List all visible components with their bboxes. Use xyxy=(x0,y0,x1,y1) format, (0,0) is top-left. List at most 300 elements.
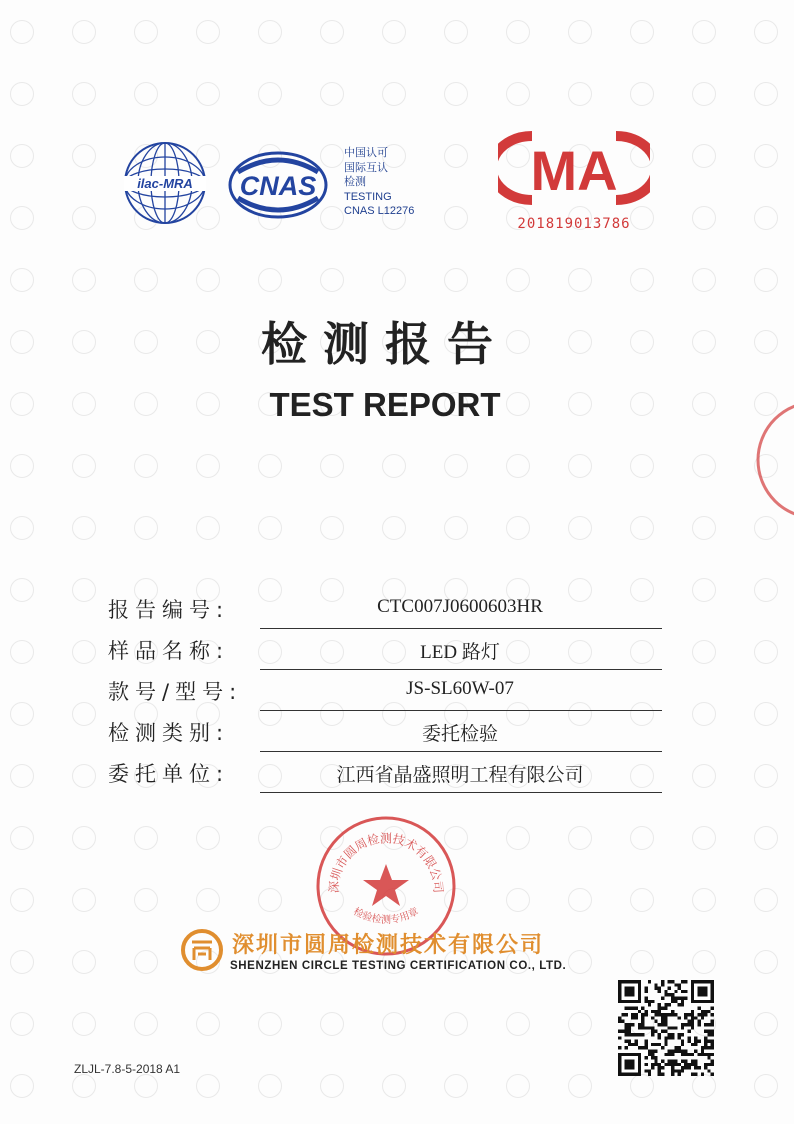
qr-module xyxy=(625,1023,628,1026)
watermark-mark xyxy=(72,950,96,974)
watermark-mark xyxy=(134,888,158,912)
qr-module xyxy=(644,987,647,990)
qr-module xyxy=(661,1013,664,1016)
field-model xyxy=(108,674,668,715)
watermark-mark xyxy=(754,268,778,292)
watermark-mark xyxy=(72,1074,96,1098)
qr-module xyxy=(697,1040,700,1043)
qr-module xyxy=(661,1006,664,1009)
field-sample-name xyxy=(108,633,668,674)
qr-module xyxy=(711,1073,714,1076)
watermark-mark xyxy=(630,1074,654,1098)
qr-finder xyxy=(625,987,635,997)
qr-module xyxy=(658,1066,661,1069)
qr-module xyxy=(638,1023,641,1026)
qr-module xyxy=(688,1053,691,1056)
watermark-mark xyxy=(10,950,34,974)
watermark-mark xyxy=(320,1012,344,1036)
watermark-mark xyxy=(320,268,344,292)
qr-module xyxy=(681,1033,684,1036)
qr-module xyxy=(691,1063,694,1066)
qr-module xyxy=(694,1073,697,1076)
qr-module xyxy=(674,997,677,1000)
qr-module xyxy=(644,1069,647,1072)
qr-module xyxy=(704,1046,707,1049)
qr-module xyxy=(654,987,657,990)
qr-module xyxy=(707,1033,710,1036)
qr-module xyxy=(694,1063,697,1066)
edge-seal xyxy=(748,398,794,522)
qr-module xyxy=(688,1066,691,1069)
watermark-mark xyxy=(444,516,468,540)
watermark-mark xyxy=(196,1012,220,1036)
qr-module xyxy=(658,1006,661,1009)
watermark-mark xyxy=(134,1074,158,1098)
watermark-mark xyxy=(754,702,778,726)
qr-module xyxy=(707,1053,710,1056)
qr-module xyxy=(678,1050,681,1053)
document-code: ZLJL-7.8-5-2018 A1 xyxy=(74,1062,181,1076)
watermark-mark xyxy=(754,826,778,850)
qr-module xyxy=(711,1023,714,1026)
field-underline xyxy=(260,751,662,752)
watermark-mark xyxy=(10,82,34,106)
field-value: LED 路灯 xyxy=(420,642,500,663)
field-value: 江西省晶盛照明工程有限公司 xyxy=(336,765,584,786)
qr-module xyxy=(704,1043,707,1046)
qr-module xyxy=(701,1050,704,1053)
watermark-mark xyxy=(444,454,468,478)
ilac-mra-label: ilac-MRA xyxy=(137,176,193,191)
qr-module xyxy=(691,1043,694,1046)
qr-module xyxy=(648,1050,651,1053)
qr-module xyxy=(651,1050,654,1053)
qr-module xyxy=(628,1006,631,1009)
watermark-mark xyxy=(72,268,96,292)
page-title: 检测报告 xyxy=(261,317,509,371)
qr-module xyxy=(661,1046,664,1049)
watermark-mark xyxy=(754,144,778,168)
qr-module xyxy=(711,1030,714,1033)
qr-module xyxy=(648,980,651,983)
watermark-mark xyxy=(692,826,716,850)
qr-module xyxy=(701,1073,704,1076)
watermark-mark xyxy=(382,516,406,540)
cnas-logo-label: CNAS xyxy=(239,171,317,201)
svg-text:检验检测专用章 xyxy=(351,905,420,926)
field-label: 委托单位: xyxy=(108,762,230,786)
watermark-mark xyxy=(10,206,34,230)
qr-module xyxy=(704,1023,707,1026)
qr-module xyxy=(674,983,677,986)
cnas-text-line: 检测 xyxy=(344,176,366,188)
watermark-mark xyxy=(692,20,716,44)
qr-module xyxy=(704,1040,707,1043)
watermark-mark xyxy=(72,640,96,664)
qr-module xyxy=(704,1053,707,1056)
qr-module xyxy=(691,1053,694,1056)
qr-module xyxy=(681,1000,684,1003)
qr-module xyxy=(668,1036,671,1039)
qr-module xyxy=(681,1059,684,1062)
qr-module xyxy=(668,987,671,990)
cnas-text-line: 国际互认 xyxy=(344,161,388,174)
qr-module xyxy=(648,1053,651,1056)
cnas-text-line: CNAS L12276 xyxy=(344,205,415,217)
qr-module xyxy=(664,1043,667,1046)
qr-module xyxy=(654,1056,657,1059)
qr-module xyxy=(644,1046,647,1049)
qr-module xyxy=(618,1030,621,1033)
qr-module xyxy=(711,1033,714,1036)
qr-module xyxy=(625,1026,628,1029)
qr-module xyxy=(678,1003,681,1006)
qr-module xyxy=(711,1059,714,1062)
watermark-mark xyxy=(72,578,96,602)
qr-module xyxy=(668,980,671,983)
qr-module xyxy=(704,1013,707,1016)
watermark-mark xyxy=(72,702,96,726)
qr-module xyxy=(694,1036,697,1039)
qr-module xyxy=(635,1016,638,1019)
qr-module xyxy=(697,1006,700,1009)
qr-module xyxy=(668,1063,671,1066)
qr-module xyxy=(671,1059,674,1062)
ilac-mra-logo xyxy=(122,140,208,226)
qr-module xyxy=(674,1000,677,1003)
qr-module xyxy=(661,1023,664,1026)
qr-module xyxy=(688,1030,691,1033)
qr-module xyxy=(711,1006,714,1009)
qr-module xyxy=(671,1013,674,1016)
qr-module xyxy=(694,1066,697,1069)
qr-module xyxy=(707,1063,710,1066)
qr-module xyxy=(678,997,681,1000)
qr-module xyxy=(664,1053,667,1056)
qr-module xyxy=(644,990,647,993)
watermark-mark xyxy=(10,1012,34,1036)
watermark-mark xyxy=(630,826,654,850)
watermark-mark xyxy=(568,826,592,850)
cnas-accreditation-text xyxy=(344,146,454,219)
qr-module xyxy=(691,1073,694,1076)
qr-module xyxy=(694,1050,697,1053)
watermark-mark xyxy=(134,1012,158,1036)
watermark-mark xyxy=(134,20,158,44)
qr-module xyxy=(681,1023,684,1026)
qr-module xyxy=(664,1016,667,1019)
qr-module xyxy=(644,1013,647,1016)
qr-module xyxy=(631,1016,634,1019)
qr-module xyxy=(661,1073,664,1076)
qr-module xyxy=(684,997,687,1000)
qr-module xyxy=(644,1043,647,1046)
qr-module xyxy=(631,1033,634,1036)
watermark-mark xyxy=(258,454,282,478)
watermark-mark xyxy=(630,20,654,44)
watermark-mark xyxy=(630,454,654,478)
qr-module xyxy=(691,1016,694,1019)
qr-module xyxy=(681,997,684,1000)
qr-module xyxy=(674,1059,677,1062)
watermark-mark xyxy=(320,454,344,478)
qr-module xyxy=(638,1010,641,1013)
qr-module xyxy=(625,1030,628,1033)
watermark-mark xyxy=(692,950,716,974)
watermark-mark xyxy=(754,950,778,974)
qr-module xyxy=(635,1040,638,1043)
watermark-mark xyxy=(10,764,34,788)
qr-module xyxy=(664,1013,667,1016)
qr-module xyxy=(711,1043,714,1046)
qr-module xyxy=(664,1006,667,1009)
qr-module xyxy=(678,1036,681,1039)
field-value: 委托检验 xyxy=(421,724,498,745)
field-underline xyxy=(260,792,662,793)
qr-module xyxy=(684,1016,687,1019)
qr-module xyxy=(664,1030,667,1033)
watermark-mark xyxy=(754,82,778,106)
qr-module xyxy=(661,1066,664,1069)
qr-module xyxy=(684,1013,687,1016)
qr-module xyxy=(711,1020,714,1023)
qr-module xyxy=(644,997,647,1000)
qr-module xyxy=(648,1069,651,1072)
qr-module xyxy=(631,1043,634,1046)
watermark-mark xyxy=(258,82,282,106)
qr-module xyxy=(644,1000,647,1003)
watermark-mark xyxy=(444,268,468,292)
field-report-number xyxy=(108,592,668,633)
seal-text: 深圳市圆周检测技术有限公司 xyxy=(326,831,446,894)
qr-module xyxy=(654,983,657,986)
qr-module xyxy=(658,1073,661,1076)
qr-module xyxy=(668,1059,671,1062)
qr-module xyxy=(658,1033,661,1036)
watermark-mark xyxy=(506,1012,530,1036)
qr-module xyxy=(711,1046,714,1049)
watermark-mark xyxy=(196,20,220,44)
qr-module xyxy=(668,1003,671,1006)
qr-module xyxy=(691,1026,694,1029)
watermark-mark xyxy=(10,268,34,292)
qr-module xyxy=(635,1033,638,1036)
watermark-mark xyxy=(382,454,406,478)
qr-module xyxy=(625,1006,628,1009)
qr-module xyxy=(707,1046,710,1049)
qr-module xyxy=(661,1030,664,1033)
qr-module xyxy=(707,1040,710,1043)
watermark-mark xyxy=(10,702,34,726)
qr-module xyxy=(654,1030,657,1033)
watermark-mark xyxy=(754,640,778,664)
qr-module xyxy=(674,1013,677,1016)
qr-module xyxy=(651,1043,654,1046)
qr-module xyxy=(651,1010,654,1013)
qr-module xyxy=(648,1000,651,1003)
qr-module xyxy=(651,1026,654,1029)
qr-module xyxy=(688,1023,691,1026)
qr-module xyxy=(658,1063,661,1066)
qr-module xyxy=(671,1026,674,1029)
qr-module xyxy=(621,1013,624,1016)
qr-module xyxy=(625,1046,628,1049)
qr-finder xyxy=(625,1059,635,1069)
watermark-mark xyxy=(72,454,96,478)
qr-module xyxy=(681,1040,684,1043)
cnas-text-line: 中国认可 xyxy=(344,147,388,159)
qr-module xyxy=(678,1069,681,1072)
qr-module xyxy=(618,1020,621,1023)
qr-module xyxy=(664,1036,667,1039)
watermark-mark xyxy=(10,454,34,478)
qr-module xyxy=(638,1033,641,1036)
watermark-mark xyxy=(196,82,220,106)
qr-module xyxy=(651,1000,654,1003)
company-logo-icon xyxy=(180,928,224,972)
qr-module xyxy=(648,1003,651,1006)
qr-module xyxy=(618,1036,621,1039)
qr-module xyxy=(707,1010,710,1013)
watermark-mark xyxy=(382,1074,406,1098)
qr-module xyxy=(678,1073,681,1076)
qr-module xyxy=(618,1016,621,1019)
qr-module xyxy=(681,1050,684,1053)
watermark-mark xyxy=(630,82,654,106)
qr-module xyxy=(658,1069,661,1072)
page-subtitle: TEST REPORT xyxy=(269,386,501,423)
qr-module xyxy=(694,1043,697,1046)
watermark-mark xyxy=(72,206,96,230)
watermark-mark xyxy=(72,82,96,106)
company-name-en: SHENZHEN CIRCLE TESTING CERTIFICATION CO., LTD. xyxy=(230,960,567,972)
qr-finder xyxy=(697,987,707,997)
qr-code xyxy=(618,980,714,1076)
qr-module xyxy=(625,1013,628,1016)
watermark-mark xyxy=(568,454,592,478)
qr-module xyxy=(628,1030,631,1033)
qr-module xyxy=(641,1026,644,1029)
qr-module xyxy=(671,1063,674,1066)
qr-module xyxy=(658,1023,661,1026)
qr-module xyxy=(704,1030,707,1033)
watermark-mark xyxy=(692,640,716,664)
qr-module xyxy=(631,1013,634,1016)
field-label: 款号/型号: xyxy=(108,680,243,704)
qr-module xyxy=(671,997,674,1000)
watermark-mark xyxy=(258,1012,282,1036)
qr-module xyxy=(658,1003,661,1006)
qr-module xyxy=(664,1003,667,1006)
watermark-mark xyxy=(754,20,778,44)
watermark-mark xyxy=(258,20,282,44)
qr-module xyxy=(661,983,664,986)
watermark-mark xyxy=(444,20,468,44)
qr-module xyxy=(674,1046,677,1049)
report-fields xyxy=(108,592,668,797)
qr-module xyxy=(678,1046,681,1049)
qr-module xyxy=(671,1066,674,1069)
watermark-mark xyxy=(754,764,778,788)
watermark-mark xyxy=(754,1074,778,1098)
qr-module xyxy=(635,1013,638,1016)
watermark-mark xyxy=(196,826,220,850)
watermark-mark xyxy=(568,268,592,292)
qr-module xyxy=(671,1053,674,1056)
watermark-mark xyxy=(10,516,34,540)
qr-module xyxy=(678,1016,681,1019)
qr-module xyxy=(711,1053,714,1056)
qr-module xyxy=(674,1069,677,1072)
qr-module xyxy=(707,1023,710,1026)
watermark-mark xyxy=(506,1074,530,1098)
watermark-mark xyxy=(382,82,406,106)
qr-module xyxy=(681,1043,684,1046)
qr-module xyxy=(668,1053,671,1056)
watermark-mark xyxy=(444,1074,468,1098)
qr-module xyxy=(688,1036,691,1039)
qr-module xyxy=(654,1010,657,1013)
qr-module xyxy=(688,1040,691,1043)
qr-module xyxy=(658,1036,661,1039)
qr-module xyxy=(664,993,667,996)
qr-module xyxy=(688,1013,691,1016)
qr-module xyxy=(674,1026,677,1029)
qr-module xyxy=(678,1033,681,1036)
qr-module xyxy=(691,1023,694,1026)
watermark-mark xyxy=(72,888,96,912)
qr-module xyxy=(704,1066,707,1069)
qr-module xyxy=(658,1010,661,1013)
qr-module xyxy=(671,1033,674,1036)
qr-module xyxy=(644,1040,647,1043)
watermark-mark xyxy=(10,578,34,602)
field-underline xyxy=(260,710,662,711)
qr-module xyxy=(694,1040,697,1043)
qr-module xyxy=(664,1023,667,1026)
qr-module xyxy=(628,1023,631,1026)
qr-module xyxy=(697,1013,700,1016)
qr-module xyxy=(671,1069,674,1072)
qr-module xyxy=(681,990,684,993)
watermark-mark xyxy=(692,764,716,788)
qr-module xyxy=(701,1046,704,1049)
watermark-mark xyxy=(506,82,530,106)
field-value: CTC007J0600603HR xyxy=(377,596,543,617)
qr-module xyxy=(628,1043,631,1046)
qr-module xyxy=(704,1036,707,1039)
qr-module xyxy=(688,1063,691,1066)
qr-module xyxy=(661,1016,664,1019)
qr-module xyxy=(644,1056,647,1059)
qr-module xyxy=(691,1013,694,1016)
watermark-mark xyxy=(506,454,530,478)
watermark-mark xyxy=(72,144,96,168)
qr-module xyxy=(711,1013,714,1016)
qr-module xyxy=(651,1066,654,1069)
qr-module xyxy=(654,1050,657,1053)
qr-module xyxy=(658,987,661,990)
watermark-mark xyxy=(506,20,530,44)
qr-module xyxy=(678,1063,681,1066)
qr-module xyxy=(704,1010,707,1013)
qr-module xyxy=(694,1059,697,1062)
qr-module xyxy=(671,1050,674,1053)
watermark-mark xyxy=(196,516,220,540)
qr-module xyxy=(651,1056,654,1059)
company-name-cn: 深圳市圆周检测技术有限公司 xyxy=(232,933,545,958)
watermark-mark xyxy=(754,888,778,912)
